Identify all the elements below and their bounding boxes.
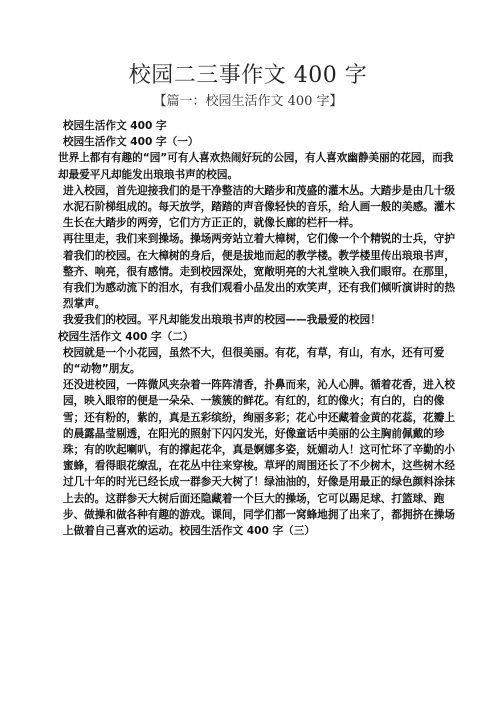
paragraph: 世界上都有有趣的“园”可有人喜欢热闹好玩的公园，有人喜欢幽静美丽的花园，而我却最爱平凡却能发出琅琅书声的校园。 (58, 152, 454, 181)
paragraph: 还没进校园，一阵微风夹杂着一阵阵清香，扑鼻而来，沁人心脾。循着花香，进入校园，映入眼帘的便是一朵朵、一簇簇的鲜花。有红的，红的像火；有白的，白的像雪；还有粉的，紫的，真是五彩缤纷，绚丽多彩；花心中还藏着金黄的花蕊，花瓣上的晨露晶莹剔透，在阳光的照射下闪闪发光，好像童话中美丽的公主胸前佩戴的珍珠；有的吹起喇叭，有的撑起花伞，真是婀娜多姿，妩媚动人！这可忙坏了辛勤的小蜜蜂，看得眼花缭乱，在花丛中往来穿梭。草坪的周围还长了不少树木，这些树木经过几十年的时光已经长成一群参天大树了！绿油油的，好像是用最正的绿色颜料涂抹上去的。这群参天大树后面还隐藏着一个巨大的操场，它可以踢足球、打篮球、跑步、做操和做各种有趣的游戏。课间，同学们都一窝蜂地拥了出来了，都拥挤在操场上做着自己喜欢的运动。校园生活作文 400 字（三） (63, 379, 455, 538)
heading-essay-one: 校园生活作文 400 字（一） (63, 136, 199, 149)
article-body (58, 118, 458, 539)
paragraph: 校园就是一个小花园，虽然不大，但很美丽。有花，有草，有山，有水，还有可爱的“动物”朋友。 (63, 346, 445, 376)
page-title: 校园二三事作文 400 字 (128, 63, 368, 88)
page-subtitle: 【篇一：校园生活作文 400 字】 (153, 94, 343, 109)
paragraph: 我爱我们的校园。平凡却能发出琅琅书声的校园——我最爱的校园！ (63, 314, 381, 327)
heading-essay: 校园生活作文 400 字 (63, 120, 167, 132)
paragraph: 再往里走，我们来到操场。操场两旁站立着大樟树，它们像一个个精锐的士兵，守护着我们的校园。在大樟树的身后，便是拔地而起的教学楼。教学楼里传出琅琅书声，整齐、响亮，很有感情。走到校园深处，宽敞明亮的大礼堂映入我们眼帘。在那里，有我们为感动流下的泪水，有我们观看小品发出的欢笑声，还有我们倾听演讲时的热烈掌声。 (63, 233, 455, 311)
paragraph: 进入校园，首先迎接我们的是干净整洁的大踏步和茂盛的灌木丛。大踏步是由几十级水泥石阶梯组成的。每天放学，踏踏的声音像轻快的音乐，给人画一般的美感。灌木生长在大踏步的两旁，它们方方正正的，就像长廊的栏杆一样。 (63, 184, 455, 230)
heading-essay-two: 校园生活作文 400 字（二） (58, 330, 194, 343)
